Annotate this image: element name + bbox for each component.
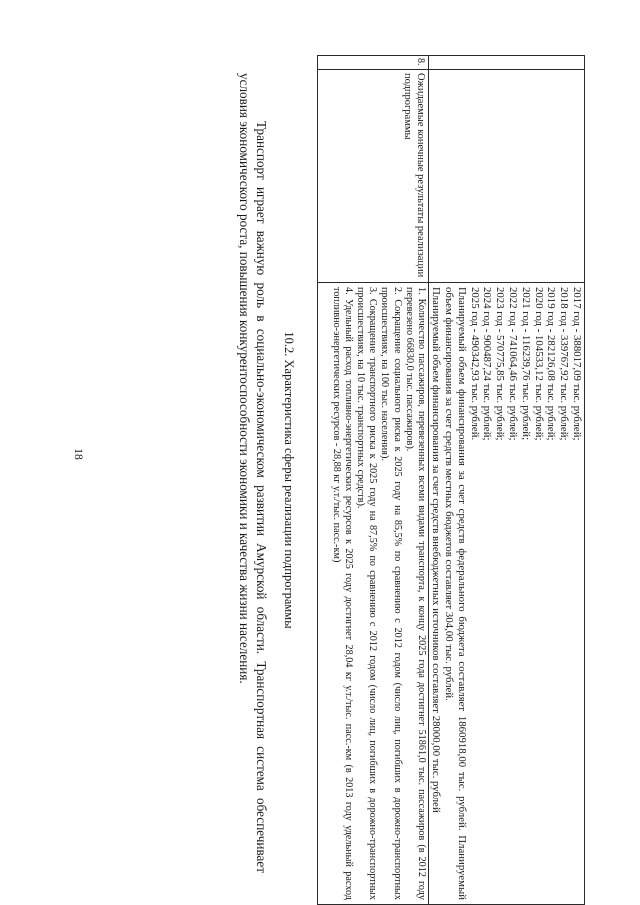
financing-cell bbox=[429, 283, 584, 904]
row-number-cell: 8. bbox=[317, 56, 428, 70]
row-name-cell bbox=[429, 70, 584, 283]
result-item: 2. Сокращение социального риска к 2025 году на 85,5% по сравнению с 2012 годом (число лиц, погибших в дорожно-транспортных происшествиях, на 100 тыс. населения). bbox=[379, 287, 403, 900]
rotated-page-content bbox=[105, 55, 585, 905]
page-number: 18 bbox=[72, 448, 84, 460]
row-name-cell: Ожидаемые конечные результаты реализации подпрограммы bbox=[317, 70, 428, 283]
intro-paragraph: Транспорт играет важную роль в социально-экономическом развитии Амурской области. Транспортная система обеспечивает условия экономического роста, повышения конкурентоспособности экономики и качества жизни населения. bbox=[237, 73, 269, 873]
result-item: 1. Количество пассажиров, перевезенных всеми видами транспорта, к концу 2025 года достигнет 51861,0 тыс. пассажиров (в 2012 году перевезено 66830,0 тыс. пассажиров). bbox=[403, 287, 427, 900]
results-cell bbox=[317, 283, 428, 904]
financing-year-line: 2019 год - 282126,08 тыс. рублей; bbox=[545, 287, 558, 441]
financing-year-line: 2022 год - 741064,46 тыс. рублей; bbox=[507, 287, 520, 441]
financing-year-line: 2018 год - 339767,92 тыс. рублей; bbox=[558, 287, 571, 441]
section-heading: 10.2. Характеристика сферы реализации подпрограммы bbox=[282, 331, 296, 629]
row-number-cell bbox=[429, 56, 584, 70]
table-row-expected-results bbox=[317, 56, 428, 904]
result-item: 4. Удельный расход топливно-энергетических ресурсов к 2025 году достигнет 28,04 кг у.т./тыс. пасс.-км (в 2013 году удельный расход топливно-энергетических ресурсов - 28,88 кг у.т./тыс. пасс.-км) bbox=[330, 287, 354, 900]
financing-year-line: 2024 год - 900487,24 тыс. рублей; bbox=[481, 287, 494, 441]
subprogram-passport-table bbox=[317, 55, 585, 905]
financing-offbudget-text: Планируемый объем финансирования за счет средств внебюджетных источников составляет 28000,00 тыс. рублей bbox=[430, 287, 443, 813]
financing-year-line: 2017 год - 388017,09 тыс. рублей; bbox=[571, 287, 583, 441]
financing-year-line: 2020 год - 104533,12 тыс. рублей; bbox=[532, 287, 545, 441]
financing-year-line: 2023 год - 570775,85 тыс. рублей; bbox=[494, 287, 507, 441]
financing-federal-text: Планируемый объем финансирования за счет средств федерального бюджета составляет 1860918,00 тыс. рублей. Планируемый объем финансирования за счет средств местных бюджетов составляет 304,00 тыс. рублей. bbox=[443, 287, 468, 900]
result-item: 3. Сокращение транспортного риска к 2025 году на 87,5% по сравнению с 2012 годом (число лиц, погибших в дорожно-транспортных происшествиях, на 10 тыс. транспортных средств). bbox=[354, 287, 379, 900]
table-row-financing bbox=[428, 56, 584, 904]
financing-year-line: 2025 год - 490342,93 тыс. рублей. bbox=[468, 287, 481, 441]
financing-year-line: 2021 год - 116239,76 тыс. рублей; bbox=[519, 287, 532, 441]
